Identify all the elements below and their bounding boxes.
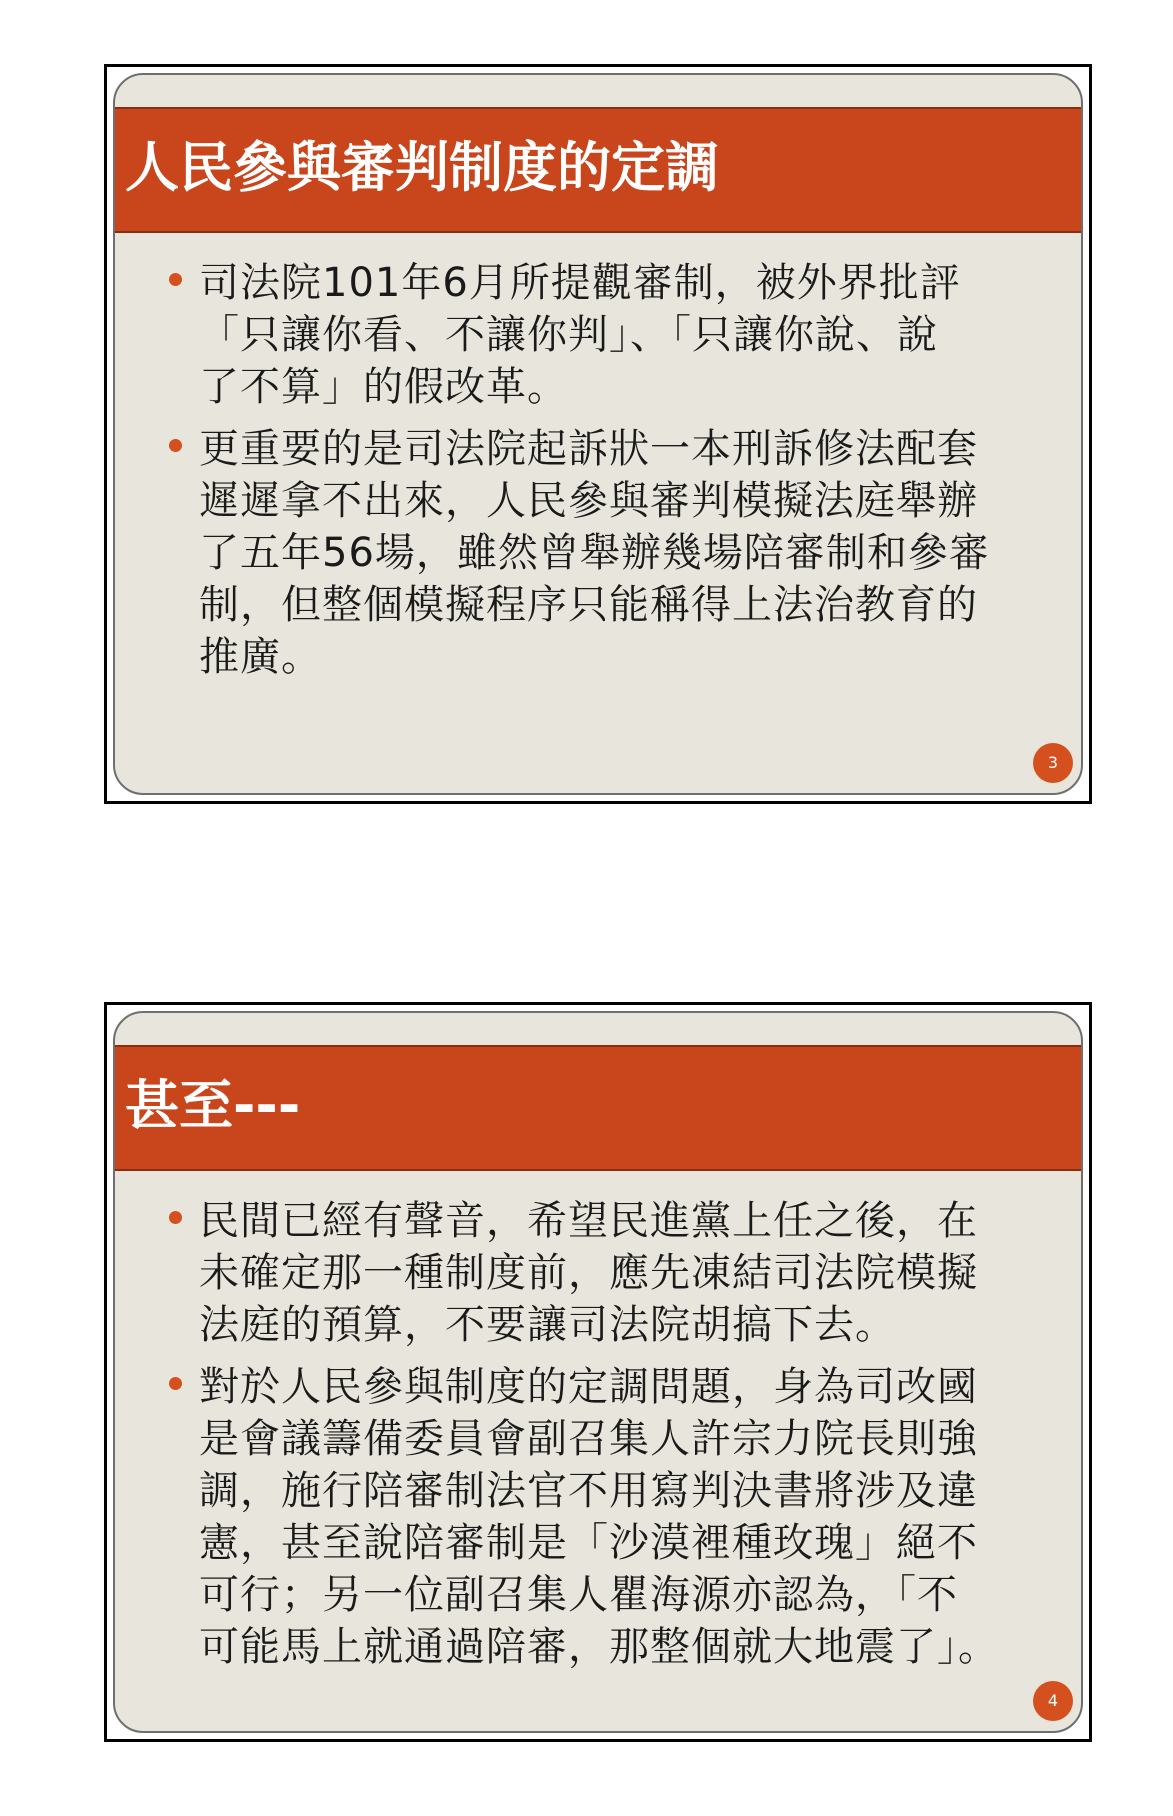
bullet-line: 調，施行陪審制法官不用寫判決書將涉及違 bbox=[199, 1468, 978, 1514]
bullet-item bbox=[165, 257, 1025, 413]
bullet-line: 了五年56場，雖然曾舉辦幾場陪審制和參審 bbox=[199, 530, 990, 576]
bullet-line: 制，但整個模擬程序只能稱得上法治教育的 bbox=[199, 582, 978, 628]
bullet-line: 未確定那一種制度前，應先凍結司法院模擬 bbox=[199, 1250, 978, 1296]
bullet-line: 了不算」的假改革。 bbox=[199, 364, 568, 410]
bullet-dot-icon bbox=[169, 439, 182, 452]
slide-frame bbox=[104, 64, 1092, 804]
slide-frame bbox=[104, 1002, 1092, 1742]
slide-title: 人民參與審判制度的定調 bbox=[125, 136, 719, 199]
bullet-line: 法庭的預算，不要讓司法院胡搞下去。 bbox=[199, 1302, 896, 1348]
page-number-badge: 3 bbox=[1033, 743, 1073, 783]
bullet-line: 民間已經有聲音，希望民進黨上任之後，在 bbox=[199, 1198, 978, 1244]
slide bbox=[113, 73, 1083, 795]
bullet-line: 憲，甚至說陪審制是「沙漠裡種玫瑰」絕不 bbox=[199, 1520, 978, 1566]
bullet-line: 是會議籌備委員會副召集人許宗力院長則強 bbox=[199, 1416, 978, 1462]
bullet-line: 推廣。 bbox=[199, 634, 322, 680]
page-number-badge: 4 bbox=[1033, 1681, 1073, 1721]
bullet-line: 「只讓你看、不讓你判」、「只讓你說、說 bbox=[199, 312, 938, 358]
bullet-line: 司法院101年6月所提觀審制，被外界批評 bbox=[199, 260, 961, 306]
bullet-item bbox=[165, 423, 1025, 683]
bullet-line: 對於人民參與制度的定調問題，身為司改國 bbox=[199, 1364, 978, 1410]
bullet-line: 可能馬上就通過陪審，那整個就大地震了」。 bbox=[199, 1624, 999, 1670]
bullet-dot-icon bbox=[169, 1211, 182, 1224]
bullet-line: 可行；另一位副召集人瞿海源亦認為，「不 bbox=[199, 1572, 958, 1618]
bullet-dot-icon bbox=[169, 1377, 182, 1390]
bullet-item bbox=[165, 1361, 1025, 1673]
bullet-line: 更重要的是司法院起訴狀一本刑訴修法配套 bbox=[199, 426, 978, 472]
bullet-item bbox=[165, 1195, 1025, 1351]
bullet-list bbox=[165, 1195, 1025, 1683]
bullet-list bbox=[165, 257, 1025, 693]
bullet-dot-icon bbox=[169, 273, 182, 286]
slide-title: 甚至--- bbox=[125, 1074, 301, 1137]
slide bbox=[113, 1011, 1083, 1733]
title-bar bbox=[115, 1045, 1081, 1171]
title-bar bbox=[115, 107, 1081, 233]
bullet-line: 遲遲拿不出來，人民參與審判模擬法庭舉辦 bbox=[199, 478, 978, 524]
